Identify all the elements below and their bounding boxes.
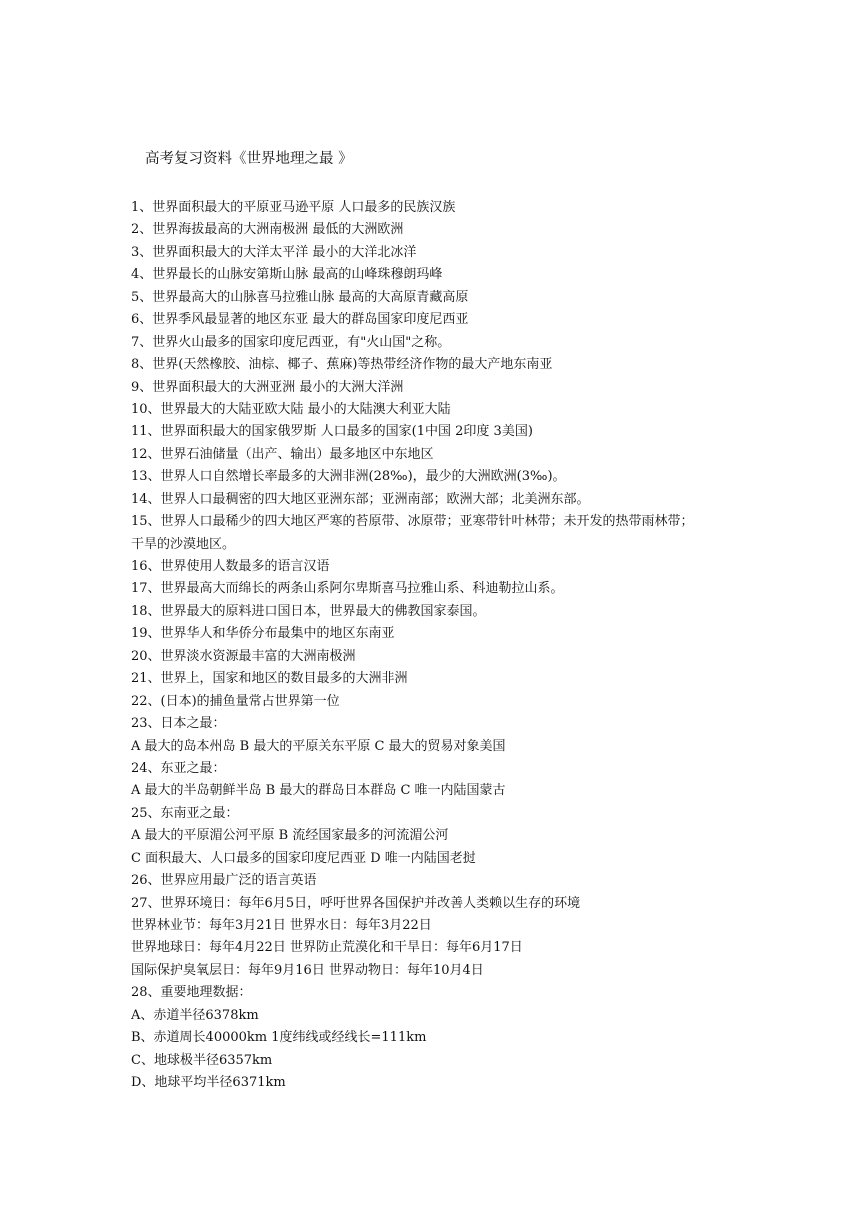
text-line: 19、世界华人和华侨分布最集中的地区东南亚 <box>131 626 395 642</box>
text-line: 8、世界(天然橡胶、油棕、椰子、蕉麻)等热带经济作物的最大产地东南亚 <box>131 357 553 373</box>
text-line: 22、(日本)的捕鱼量常占世界第一位 <box>131 693 340 709</box>
text-line: A 最大的半岛朝鲜半岛 B 最大的群岛日本群岛 C 唯一内陆国蒙古 <box>131 783 506 799</box>
text-line: 10、世界最大的大陆亚欧大陆 最小的大陆澳大利亚大陆 <box>131 401 451 417</box>
text-line: C、地球极半径6357km <box>131 1052 273 1068</box>
text-line: 世界林业节：每年3月21日 世界水日：每年3月22日 <box>131 918 432 933</box>
text-line: 3、世界面积最大的大洋太平洋 最小的大洋北冰洋 <box>131 244 417 260</box>
text-line: 14、世界人口最稠密的四大地区亚洲东部；亚洲南部；欧洲大部；北美洲东部。 <box>131 491 590 507</box>
text-line: 23、日本之最： <box>131 716 226 732</box>
text-line: 21、世界上，国家和地区的数目最多的大洲非洲 <box>131 671 408 687</box>
text-line: 15、世界人口最稀少的四大地区严寒的苔原带、冰原带；亚寒带针叶林带；未开发的热带雨林带； <box>131 514 694 530</box>
text-line: A 最大的平原湄公河平原 B 流经国家最多的河流湄公河 <box>131 828 449 844</box>
text-line: 26、世界应用最广泛的语言英语 <box>131 873 317 889</box>
text-line: 6、世界季风最显著的地区东亚 最大的群岛国家印度尼西亚 <box>131 312 469 328</box>
text-line: 1、世界面积最大的平原亚马逊平原 人口最多的民族汉族 <box>131 200 456 215</box>
text-line: 11、世界面积最大的国家俄罗斯 人口最多的国家(1中国 2印度 3美国) <box>131 424 533 440</box>
text-line: 17、世界最高大而绵长的两条山系阿尔卑斯喜马拉雅山系、科迪勒拉山系。 <box>131 581 564 597</box>
text-line: C 面积最大、人口最多的国家印度尼西亚 D 唯一内陆国老挝 <box>131 850 476 866</box>
text-line: B、赤道周长40000km 1度纬线或经线长=111km <box>131 1030 427 1046</box>
text-line: 25、东南亚之最： <box>131 805 239 821</box>
text-line: 4、世界最长的山脉安第斯山脉 最高的山峰珠穆朗玛峰 <box>131 267 443 283</box>
text-line: 27、世界环境日：每年6月5日，呼吁世界各国保护并改善人类赖以生存的环境 <box>131 895 581 911</box>
text-line: 12、世界石油储量（出产、输出）最多地区中东地区 <box>131 446 434 462</box>
text-line: 13、世界人口自然增长率最多的大洲非洲(28‰)，最少的大洲欧洲(3‰)。 <box>131 469 566 485</box>
text-line: 24、东亚之最： <box>131 760 226 776</box>
text-line: 18、世界最大的原料进口国日本，世界最大的佛教国家泰国。 <box>131 603 486 619</box>
text-line: 9、世界面积最大的大洲亚洲 最小的大洲大洋洲 <box>131 379 404 395</box>
text-line: 世界地球日：每年4月22日 世界防止荒漠化和干旱日：每年6月17日 <box>131 940 523 956</box>
text-line: 28、重要地理数据： <box>131 985 252 1001</box>
text-line: 16、世界使用人数最多的语言汉语 <box>131 559 330 574</box>
document-title: 高考复习资料《世界地理之最 》 <box>145 151 353 167</box>
text-line: A、赤道半径6378km <box>131 1007 259 1023</box>
text-line: A 最大的岛本州岛 B 最大的平原关东平原 C 最大的贸易对象美国 <box>131 738 506 754</box>
text-line: 5、世界最高大的山脉喜马拉雅山脉 最高的大高原青藏高原 <box>131 289 469 305</box>
text-line: D、地球平均半径6371km <box>131 1075 286 1091</box>
text-line: 20、世界淡水资源最丰富的大洲南极洲 <box>131 648 356 664</box>
text-line: 2、世界海拔最高的大洲南极洲 最低的大洲欧洲 <box>131 222 404 238</box>
text-line: 7、世界火山最多的国家印度尼西亚，有"火山国"之称。 <box>131 334 451 350</box>
text-line: 干旱的沙漠地区。 <box>131 536 236 552</box>
document-body <box>131 197 831 1095</box>
text-line: 国际保护臭氧层日：每年9月16日 世界动物日：每年10月4日 <box>131 962 484 978</box>
